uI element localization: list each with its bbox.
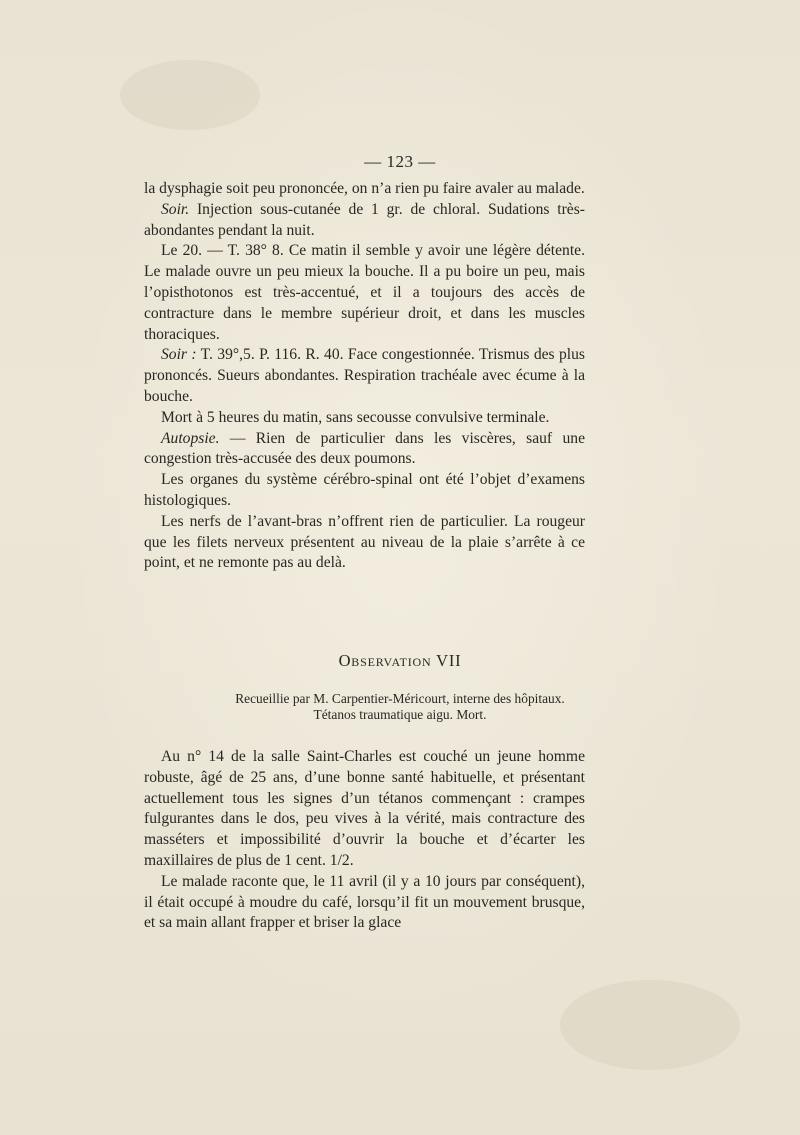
paper-stain [120, 60, 260, 130]
paragraph-label: Autopsie. [161, 429, 220, 447]
paragraph: Autopsie. — Rien de particulier dans les viscères, sauf une congestion très-accusée des deux poumons. [144, 429, 585, 468]
observation-subtitle: Tétanos traumatique aigu. Mort. [313, 707, 487, 722]
body-text-section-1 [144, 179, 585, 574]
paragraph: Soir : T. 39°,5. P. 116. R. 40. Face congestionnée. Trismus des plus prononcés. Sueurs abondantes. Respiration trachéale avec écume à la bouche. [144, 346, 585, 405]
paragraph: Les nerfs de l’avant-bras n’offrent rien de particulier. La rougeur que les filets nerveux présentent au niveau de la plaie s’arrête à ce point, et ne remonte pas au delà. [144, 512, 585, 572]
paragraph: Les organes du système cérébro-spinal ont été l’objet d’examens histologiques. [144, 471, 585, 509]
body-text-section-2 [144, 747, 585, 934]
paragraph: Le 20. — T. 38° 8. Ce matin il semble y avoir une légère détente. Le malade ouvre un peu mieux la bouche. Il a pu boire un peu, mais l’opisthotonos est très-accentué, et il a toujours des accès de contracture dans le membre supérieur droit, et dans les muscles thoraciques. [144, 242, 585, 343]
observation-title: Observation VII [338, 651, 462, 670]
paragraph: la dysphagie soit peu prononcée, on n’a rien pu faire avaler au malade. [144, 180, 585, 197]
paragraph: Le malade raconte que, le 11 avril (il y a 10 jours par conséquent), il était occupé à moudre du café, lorsqu’il fit un mouvement brusque, et sa main allant frapper et briser la glace [144, 872, 585, 932]
paragraph-label: Soir : [161, 346, 197, 364]
paragraph: Au n° 14 de la salle Saint-Charles est couché un jeune homme robuste, âgé de 25 ans, d’une bonne santé habituelle, et présentant actuellement tous les signes d’un tétanos commençant : crampes fulgurantes dans le dos, peu vives à la vérité, mais contracture des masséters et impossibilité d’ouvrir la bouche et d’écarter les maxillaires de plus de 1 cent. 1/2. [144, 748, 585, 869]
paragraph: Mort à 5 heures du matin, sans secousse convulsive terminale. [161, 408, 550, 426]
paragraph: Soir. Injection sous-cutanée de 1 gr. de chloral. Sudations très-abondantes pendant la nuit. [144, 200, 585, 239]
paper-stain [560, 980, 740, 1070]
observation-subtitle: Recueillie par M. Carpentier-Méricourt, interne des hôpitaux. [235, 691, 565, 706]
paragraph-label: Soir. [161, 200, 190, 218]
page-number: — 123 — [364, 152, 436, 171]
